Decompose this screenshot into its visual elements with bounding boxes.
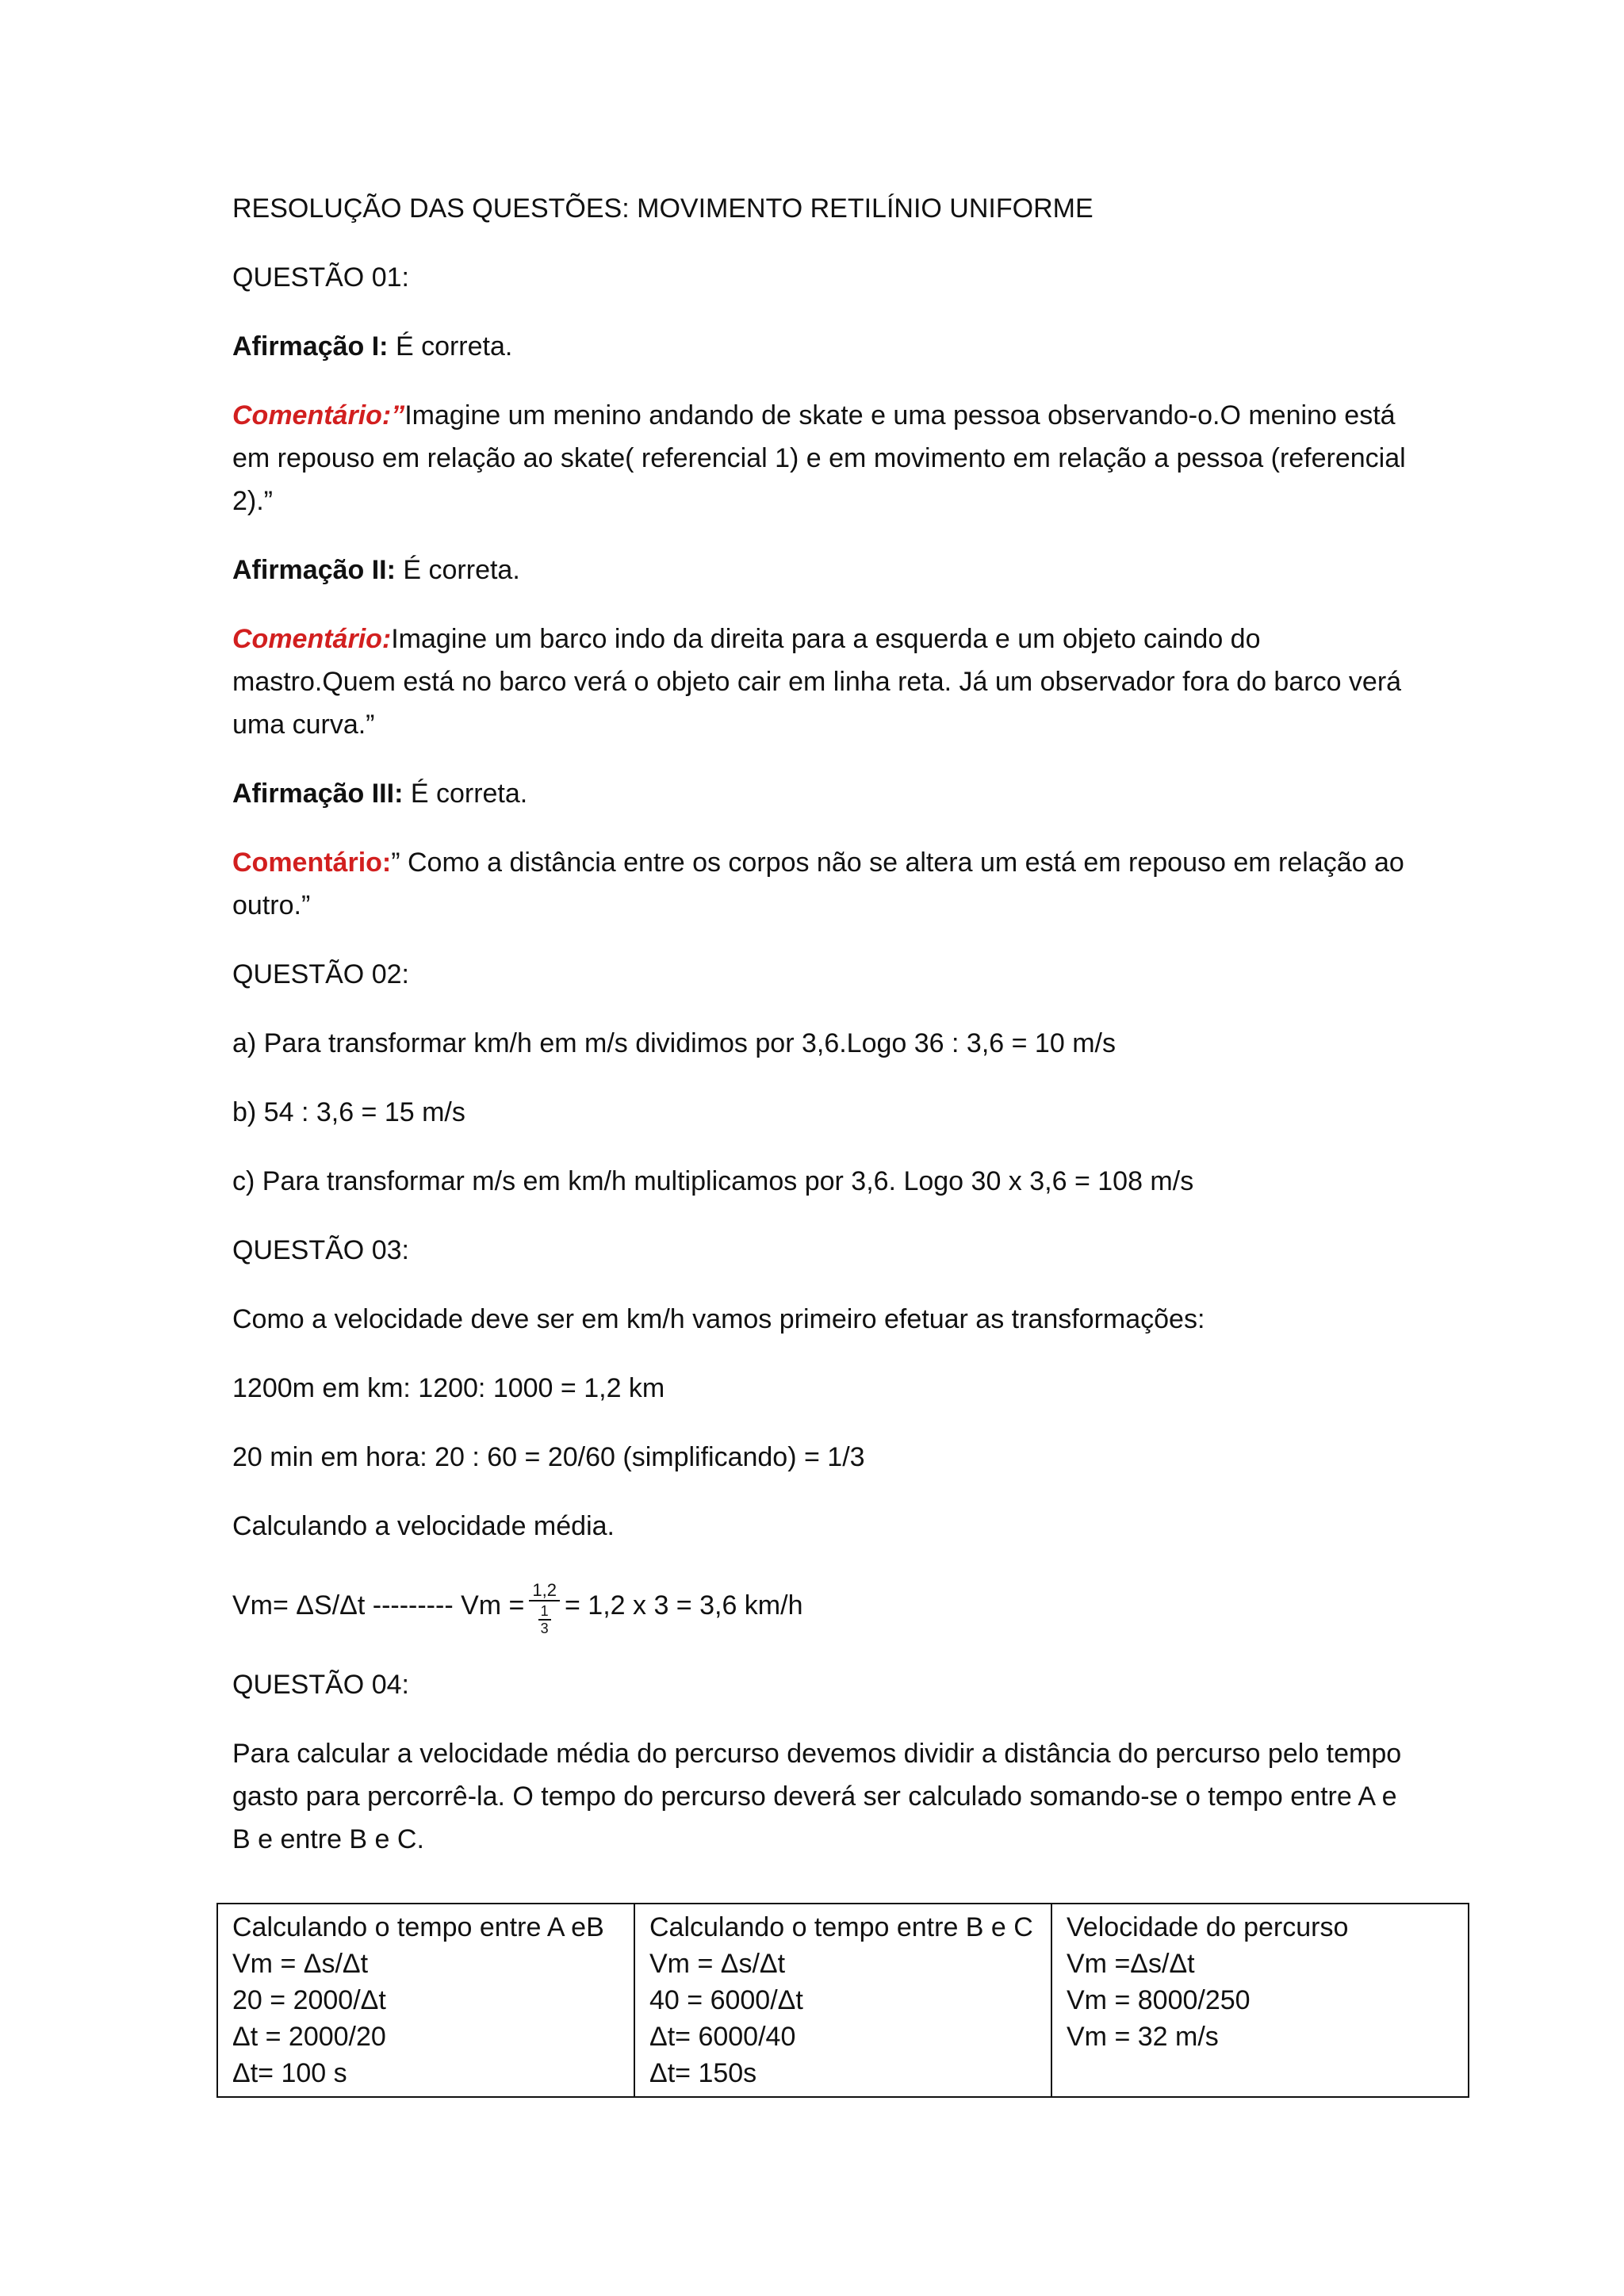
cell-line: Vm = 32 m/s <box>1067 2022 1219 2052</box>
cell-line: Calculando o tempo entre B e C <box>649 1912 1033 1942</box>
cell-line: Δt= 150s <box>649 2058 757 2088</box>
comment-3 <box>232 841 1406 927</box>
fraction-denominator-denominator: 3 <box>540 1621 549 1636</box>
table-cell-ab <box>217 1904 634 2097</box>
statement-3-value: É correta. <box>403 779 528 809</box>
cell-line: Calculando o tempo entre A eB <box>232 1912 604 1942</box>
comment-1-label: Comentário:” <box>232 400 405 430</box>
table-cell-route-speed <box>1051 1904 1469 2097</box>
cell-line: Vm = Δs/Δt <box>649 1949 786 1979</box>
q2-item-b: b) 54 : 3,6 = 15 m/s <box>232 1097 465 1127</box>
q4-intro: Para calcular a velocidade média do percurso devemos dividir a distância do percurso pelo tempo gasto para percorrê-la. O tempo do percurso deverá ser calculado somando-se o tempo entre A e B e entre B e C. <box>232 1739 1402 1854</box>
comment-2-text: Imagine um barco indo da direita para a esquerda e um objeto caindo do mastro.Quem está no barco verá o objeto cair em linha reta. Já um observador fora do barco verá uma curva.” <box>232 624 1402 740</box>
fraction-denominator-numerator: 1 <box>538 1603 551 1621</box>
comment-3-text: ” Como a distância entre os corpos não se altera um está em repouso em relação ao outro.” <box>232 848 1404 920</box>
cell-line: Δt= 6000/40 <box>649 2022 796 2052</box>
comment-1-text: Imagine um menino andando de skate e uma pessoa observando-o.O menino está em repouso em relação ao skate( referencial 1) e em movimento em relação a pessoa (referencial 2).” <box>232 400 1406 516</box>
comment-2 <box>232 618 1406 746</box>
statement-1-value: É correta. <box>388 331 513 362</box>
q3-intro: Como a velocidade deve ser em km/h vamos primeiro efetuar as transformações: <box>232 1304 1205 1334</box>
cell-line: Vm = 8000/250 <box>1067 1985 1251 2015</box>
comment-1 <box>232 394 1406 522</box>
formula-fraction <box>529 1581 560 1636</box>
question-03-heading: QUESTÃO 03: <box>232 1235 409 1265</box>
cell-line: Velocidade do percurso <box>1067 1912 1349 1942</box>
cell-line: Vm = Δs/Δt <box>232 1949 369 1979</box>
cell-line: 20 = 2000/Δt <box>232 1985 386 2015</box>
q3-formula <box>232 1574 1406 1637</box>
table-cell-bc <box>634 1904 1051 2097</box>
question-01-heading: QUESTÃO 01: <box>232 262 409 293</box>
statement-2 <box>232 549 1406 591</box>
cell-line: Δt = 2000/20 <box>232 2022 386 2052</box>
comment-2-label: Comentário: <box>232 624 392 654</box>
question-02-heading: QUESTÃO 02: <box>232 959 409 989</box>
q3-line-2: 20 min em hora: 20 : 60 = 20/60 (simplificando) = 1/3 <box>232 1442 865 1472</box>
statement-1-label: Afirmação I: <box>232 331 389 362</box>
statement-1 <box>232 325 1406 368</box>
statement-3 <box>232 772 1406 815</box>
statement-3-label: Afirmação III: <box>232 779 404 809</box>
q4-calculation-table <box>216 1903 1469 2098</box>
formula-suffix: = 1,2 x 3 = 3,6 km/h <box>564 1590 803 1621</box>
document-title: RESOLUÇÃO DAS QUESTÕES: MOVIMENTO RETILÍNIO UNIFORME <box>232 193 1094 224</box>
cell-line: Vm =Δs/Δt <box>1067 1949 1195 1979</box>
fraction-denominator <box>538 1601 551 1636</box>
q2-item-c: c) Para transformar m/s em km/h multiplicamos por 3,6. Logo 30 x 3,6 = 108 m/s <box>232 1166 1194 1196</box>
q3-line-3: Calculando a velocidade média. <box>232 1511 615 1541</box>
cell-line: 40 = 6000/Δt <box>649 1985 803 2015</box>
formula-prefix: Vm= ΔS/Δt --------- Vm = <box>232 1590 525 1621</box>
comment-3-label: Comentário: <box>232 848 392 878</box>
question-04-heading: QUESTÃO 04: <box>232 1670 409 1700</box>
fraction-numerator: 1,2 <box>529 1581 560 1601</box>
q2-item-a: a) Para transformar km/h em m/s dividimos por 3,6.Logo 36 : 3,6 = 10 m/s <box>232 1028 1116 1058</box>
document-page <box>232 187 1406 1887</box>
q3-line-1: 1200m em km: 1200: 1000 = 1,2 km <box>232 1373 665 1403</box>
statement-2-value: É correta. <box>395 555 520 585</box>
statement-2-label: Afirmação II: <box>232 555 396 585</box>
cell-line: Δt= 100 s <box>232 2058 347 2088</box>
table-row <box>217 1904 1469 2097</box>
